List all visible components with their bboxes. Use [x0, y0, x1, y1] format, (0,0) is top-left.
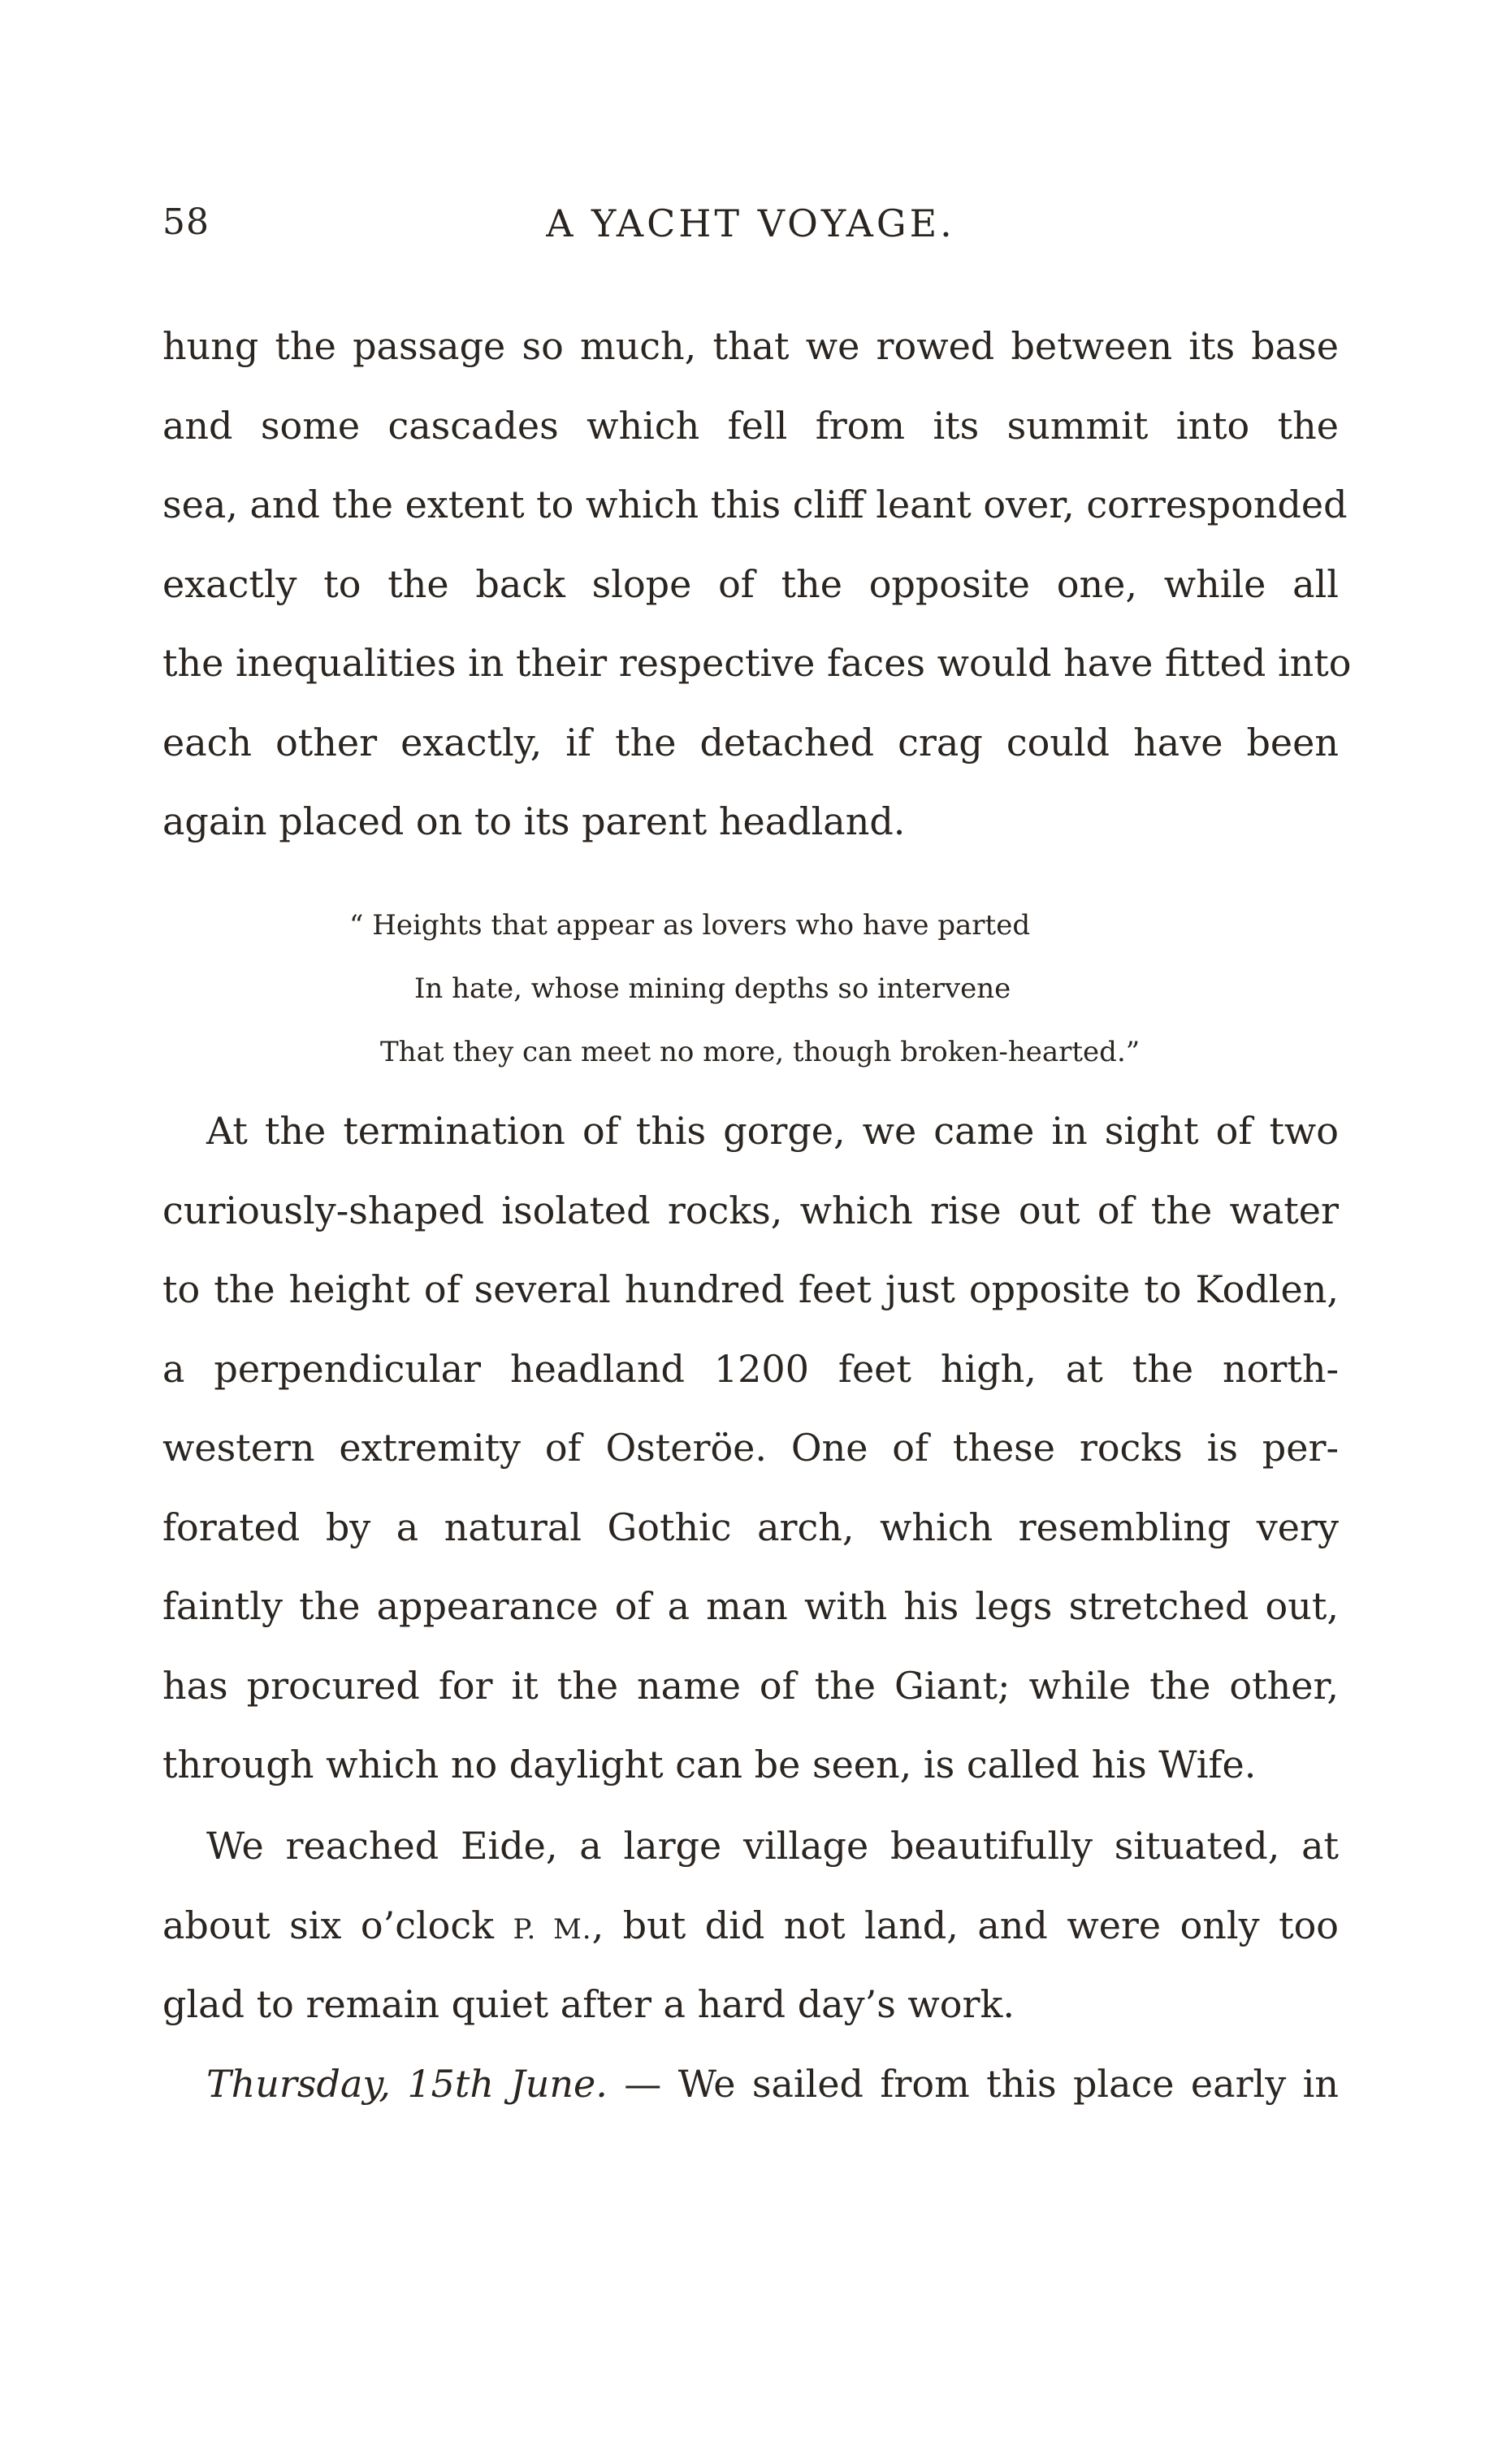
text-line: curiously-shaped isolated rocks, which rise out of the water [162, 1188, 1339, 1232]
time-abbreviation: P. M. [513, 1912, 592, 1946]
paragraph-3 [162, 1807, 1339, 2045]
text-line: the inequalities in their respective faces would have fitted into [162, 641, 1352, 685]
text-line: through which no daylight can be seen, is called his Wife. [162, 1743, 1257, 1786]
text-run: — We sailed from this place early in [607, 2062, 1339, 2106]
verse-line: That they can meet no more, though broken-hearted.” [380, 1036, 1141, 1068]
verse-line: In hate, whose mining depths so intervene [414, 972, 1011, 1005]
text-line: faintly the appearance of a man with his legs stretched out, [162, 1584, 1339, 1628]
verse-quotation [162, 894, 1339, 1084]
text-line: has procured for it the name of the Giant; while the other, [162, 1663, 1339, 1708]
text-line: and some cascades which fell from its summit into the [162, 403, 1339, 448]
text-line: glad to remain quiet after a hard day’s work. [162, 1982, 1015, 2026]
text-line: We reached Eide, a large village beautifully situated, at [206, 1824, 1339, 1868]
text-line: western extremity of Osteröe. One of these rocks is per- [162, 1426, 1339, 1470]
page-number: 58 [162, 201, 210, 243]
text-line: exactly to the back slope of the opposite one, while all [162, 561, 1339, 606]
text-line: forated by a natural Gothic arch, which resembling very [162, 1505, 1339, 1549]
text-line: a perpendicular headland 1200 feet high, at the north- [162, 1346, 1339, 1391]
running-title: A YACHT VOYAGE. [546, 201, 955, 245]
entry-day: Thursday, [206, 2062, 391, 2106]
verse-line: “ Heights that appear as lovers who have parted [349, 909, 1031, 942]
text-line: At the termination of this gorge, we came in sight of two [206, 1109, 1339, 1153]
text-run: , but did not land, and were only too [591, 1903, 1339, 1947]
text-line: again placed on to its parent headland. [162, 799, 906, 843]
text-line: each other exactly, if the detached crag could have been [162, 720, 1339, 764]
paragraph-4 [162, 2045, 1339, 2124]
paragraph-2 [162, 1092, 1339, 1805]
text-line: sea, and the extent to which this cliff leant over, corresponded [162, 483, 1348, 526]
text-line [162, 2045, 1339, 2124]
page-header [162, 201, 1339, 258]
text-line [162, 1886, 1339, 1966]
entry-date: 15th June. [407, 2062, 608, 2106]
text-run: about six o’clock [162, 1903, 513, 1947]
paragraph-1 [162, 307, 1352, 862]
text-line: to the height of several hundred feet just opposite to Kodlen, [162, 1267, 1339, 1311]
text-line: hung the passage so much, that we rowed between its base [162, 324, 1339, 368]
